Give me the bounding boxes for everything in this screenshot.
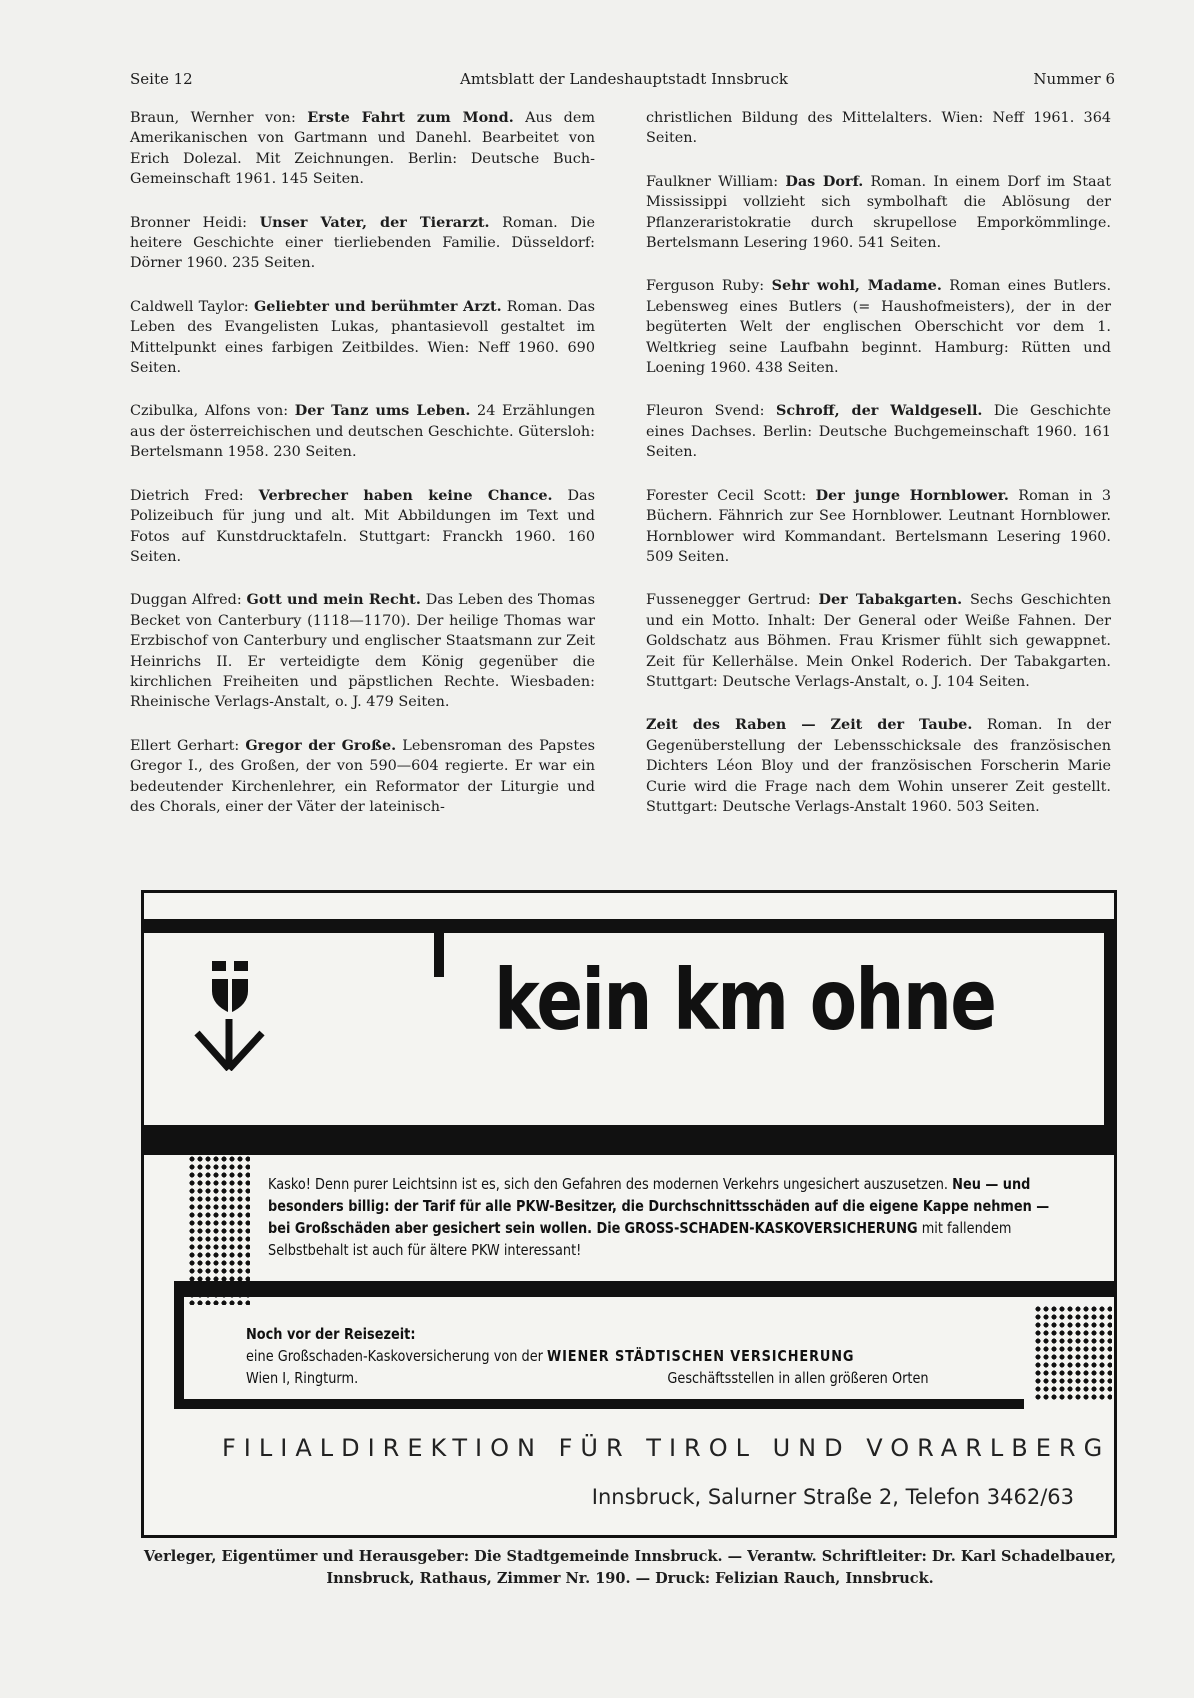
book-author: Faulkner William: bbox=[646, 173, 779, 190]
book-title: Erste Fahrt zum Mond. bbox=[307, 109, 514, 126]
ad-dot-pattern-right bbox=[1034, 1305, 1112, 1401]
book-entry bbox=[646, 172, 1111, 254]
book-entry bbox=[646, 590, 1111, 692]
page-header bbox=[130, 70, 1115, 96]
book-description: Die Geschichte eines Dachses. Berlin: Deutsche Buchgemeinschaft 1960. 161 Seiten. bbox=[646, 403, 1111, 461]
ad-slogan: kein km ohne bbox=[494, 951, 996, 1049]
book-author: Fussenegger Gertrud: bbox=[646, 592, 811, 609]
ad-branch-office: FILIALDIREKTION FÜR TIROL UND VORARLBERG bbox=[222, 1434, 1111, 1462]
book-author: Czibulka, Alfons von: bbox=[130, 403, 289, 420]
book-title: Verbrecher haben keine Chance. bbox=[258, 486, 553, 504]
book-title: Der Tabakgarten. bbox=[818, 591, 963, 609]
book-description: Roman. In einem Dorf im Staat Mississippi vollzieht sich symbolhaft die Ablösung der Pflanzeraristokratie durch skrupellose Emporkömmlinge. Bertelsmann Lesering 1960. 541 Seiten. bbox=[646, 173, 1111, 252]
right-column bbox=[646, 108, 1111, 840]
ad-branch-address: Innsbruck, Salurner Straße 2, Telefon 3462/63 bbox=[591, 1485, 1074, 1509]
publication-title: Amtsblatt der Landeshauptstadt Innsbruck bbox=[460, 70, 788, 88]
imprint bbox=[130, 1546, 1130, 1590]
book-author: Dietrich Fred: bbox=[130, 487, 244, 504]
book-title: Unser Vater, der Tierarzt. bbox=[259, 213, 490, 231]
book-title: Der junge Hornblower. bbox=[815, 486, 1009, 504]
ad-text-neu: Neu — und besonders billig: der Tarif für alle PKW-Besitzer, die Durchschnittsschäden auf die eigene Kappe nehmen — bei Großschäden aber gesichert sein wollen. Die bbox=[268, 1175, 1050, 1237]
book-entry bbox=[130, 486, 595, 568]
ad-band-edge bbox=[434, 933, 444, 977]
ad-right-bar bbox=[1104, 919, 1114, 1154]
book-description: Das Polizeibuch für jung und alt. Mit Abbildungen im Text und Fotos auf Kunstdrucktafeln. Stuttgart: Franckh 1960. 160 Seiten. bbox=[130, 487, 596, 565]
ad-text-grossschaden: eine Großschaden-Kaskoversicherung von der bbox=[246, 1347, 543, 1365]
ad-text-product: GROSS-SCHADEN-KASKOVERSICHERUNG bbox=[624, 1219, 918, 1237]
book-description: Aus dem Amerikanischen von Gartmann und Danehl. Bearbeitet von Erich Dolezal. Mit Zeichnungen. Berlin: Deutsche Buch-Gemeinschaft 1961. 145 Seiten. bbox=[130, 110, 596, 188]
book-title: Schroff, der Waldgesell. bbox=[775, 402, 983, 420]
book-description: Roman. Das Leben des Evangelisten Lukas, phantasievoll gestaltet im Mittelpunkt eines farbigen Zeitbildes. Wien: Neff 1960. 690 Seiten. bbox=[130, 298, 595, 377]
page-number: Seite 12 bbox=[130, 70, 193, 88]
ad-top-band bbox=[144, 919, 1114, 933]
book-entry bbox=[130, 297, 595, 379]
book-author: Fleuron Svend: bbox=[646, 403, 765, 420]
book-description: Sechs Geschichten und ein Motto. Inhalt: Der General oder Weiße Fahnen. Der Goldschatz aus Böhmen. Frau Krismer fühlt sich gewappnet. Zeit für Kellerhälse. Mein Onkel Roderich. Der Tabakgarten. Stuttgart: Deutsche Verlags-Anstalt, o. J. 104 Seiten. bbox=[646, 592, 1111, 690]
insurance-advertisement bbox=[141, 890, 1117, 1538]
book-author: Ellert Gerhart: bbox=[130, 737, 240, 754]
issue-number: Nummer 6 bbox=[1033, 70, 1115, 88]
book-entry bbox=[130, 401, 595, 462]
wiener-staedtische-logo-icon bbox=[192, 961, 282, 1071]
book-description: Roman. Die heitere Geschichte einer tierliebenden Familie. Düsseldorf: Dörner 1960. 235 Seiten. bbox=[130, 214, 595, 272]
book-description: christlichen Bildung des Mittelalters. Wien: Neff 1961. 364 Seiten. bbox=[646, 110, 1111, 147]
book-description: Roman eines Butlers. Lebensweg eines Butlers (= Haushofmeisters), der in der begüterten Welt der englischen Oberschicht vor dem 1. Weltkrieg seine Laufbahn beginnt. Hamburg: Rütten und Loening 1960. 438 Seiten. bbox=[646, 278, 1112, 377]
book-author: Forester Cecil Scott: bbox=[646, 487, 807, 504]
book-title: Geliebter und berühmter Arzt. bbox=[253, 297, 502, 315]
ad-second-paragraph bbox=[246, 1323, 1020, 1389]
book-title: Der Tanz ums Leben. bbox=[294, 402, 471, 420]
ad-text-reisezeit: Noch vor der Reisezeit: bbox=[246, 1325, 416, 1343]
book-author: Duggan Alfred: bbox=[130, 592, 242, 609]
book-entry bbox=[646, 108, 1111, 149]
book-description: Roman in 3 Büchern. Fähnrich zur See Hornblower. Leutnant Hornblower. Hornblower wird Kommandant. Bertelsmann Lesering 1960. 509 Seiten. bbox=[646, 487, 1111, 565]
ad-text-kasko: Kasko! Denn purer Leichtsinn ist es, sich den Gefahren des modernen Verkehrs ungesichert auszusetzen. bbox=[268, 1175, 949, 1193]
imprint-line-2: Innsbruck, Rathaus, Zimmer Nr. 190. — Druck: Felizian Rauch, Innsbruck. bbox=[326, 1570, 934, 1587]
book-entry bbox=[646, 276, 1111, 378]
ad-text-address-wien: Wien I, Ringturm. bbox=[246, 1369, 359, 1387]
left-column bbox=[130, 108, 595, 840]
book-description: Lebensroman des Papstes Gregor I., des Großen, der von 590—604 regierte. Er war ein bedeutender Kirchenlehrer, ein Reformator der Liturgie und des Chorals, einer der Väter der lateinisch- bbox=[130, 737, 596, 815]
book-entry bbox=[130, 108, 595, 190]
book-author: Ferguson Ruby: bbox=[646, 278, 765, 295]
book-entry bbox=[130, 590, 595, 712]
ad-left-bar bbox=[174, 1297, 184, 1407]
ad-main-paragraph bbox=[268, 1173, 1053, 1261]
book-author: Braun, Wernher von: bbox=[130, 110, 296, 126]
book-description: Roman. In der Gegenüberstellung der Lebensschicksale des französischen Dichters Léon Bloy und der französischen Forscherin Marie Curie wird die Frage nach dem Wohin unserer Zeit gestellt. Stuttgart: Deutsche Verlags-Anstalt 1960. 503 Seiten. bbox=[646, 717, 1111, 815]
ad-text-branches: Geschäftsstellen in allen größeren Orten bbox=[667, 1369, 929, 1387]
imprint-line-1: Verleger, Eigentümer und Herausgeber: Die Stadtgemeinde Innsbruck. — Verantw. Schriftleiter: Dr. Karl Schadelbauer, bbox=[143, 1548, 1117, 1565]
book-description: 24 Erzählungen aus der österreichischen und deutschen Geschichte. Gütersloh: Bertelsmann 1958. 230 Seiten. bbox=[130, 403, 595, 461]
book-title: Gregor der Große. bbox=[245, 736, 397, 754]
book-title: Gott und mein Recht. bbox=[246, 591, 421, 609]
ad-text-company: WIENER STÄDTISCHEN VERSICHERUNG bbox=[547, 1347, 855, 1365]
book-author: Bronner Heidi: bbox=[130, 214, 247, 231]
book-description: Das Leben des Thomas Becket von Canterbury (1118—1170). Der heilige Thomas war Erzbischof von Canterbury und englischer Staatsmann zur Zeit Heinrichs II. Er verteidigte dem König gegenüber die kirchlichen Freiheiten und päpstlichen Rechte. Wiesbaden: Rheinische Verlags-Anstalt, o. J. 479 Seiten. bbox=[130, 592, 596, 711]
ad-middle-band bbox=[144, 1125, 1114, 1155]
book-entry bbox=[130, 213, 595, 274]
book-title: Das Dorf. bbox=[785, 172, 864, 190]
book-entry bbox=[646, 401, 1111, 462]
ad-lower-band bbox=[174, 1281, 1114, 1297]
ad-text-interessant: mit fallendem Selbstbehalt ist auch für ältere PKW interessant! bbox=[268, 1219, 1012, 1259]
book-author: Caldwell Taylor: bbox=[130, 298, 249, 315]
book-entry bbox=[646, 486, 1111, 568]
book-title: Zeit des Raben — Zeit der Taube. bbox=[646, 716, 973, 734]
book-title: Sehr wohl, Madame. bbox=[771, 277, 942, 295]
ad-bottom-band bbox=[174, 1399, 1024, 1409]
book-entry bbox=[646, 715, 1111, 817]
book-entry bbox=[130, 736, 595, 818]
